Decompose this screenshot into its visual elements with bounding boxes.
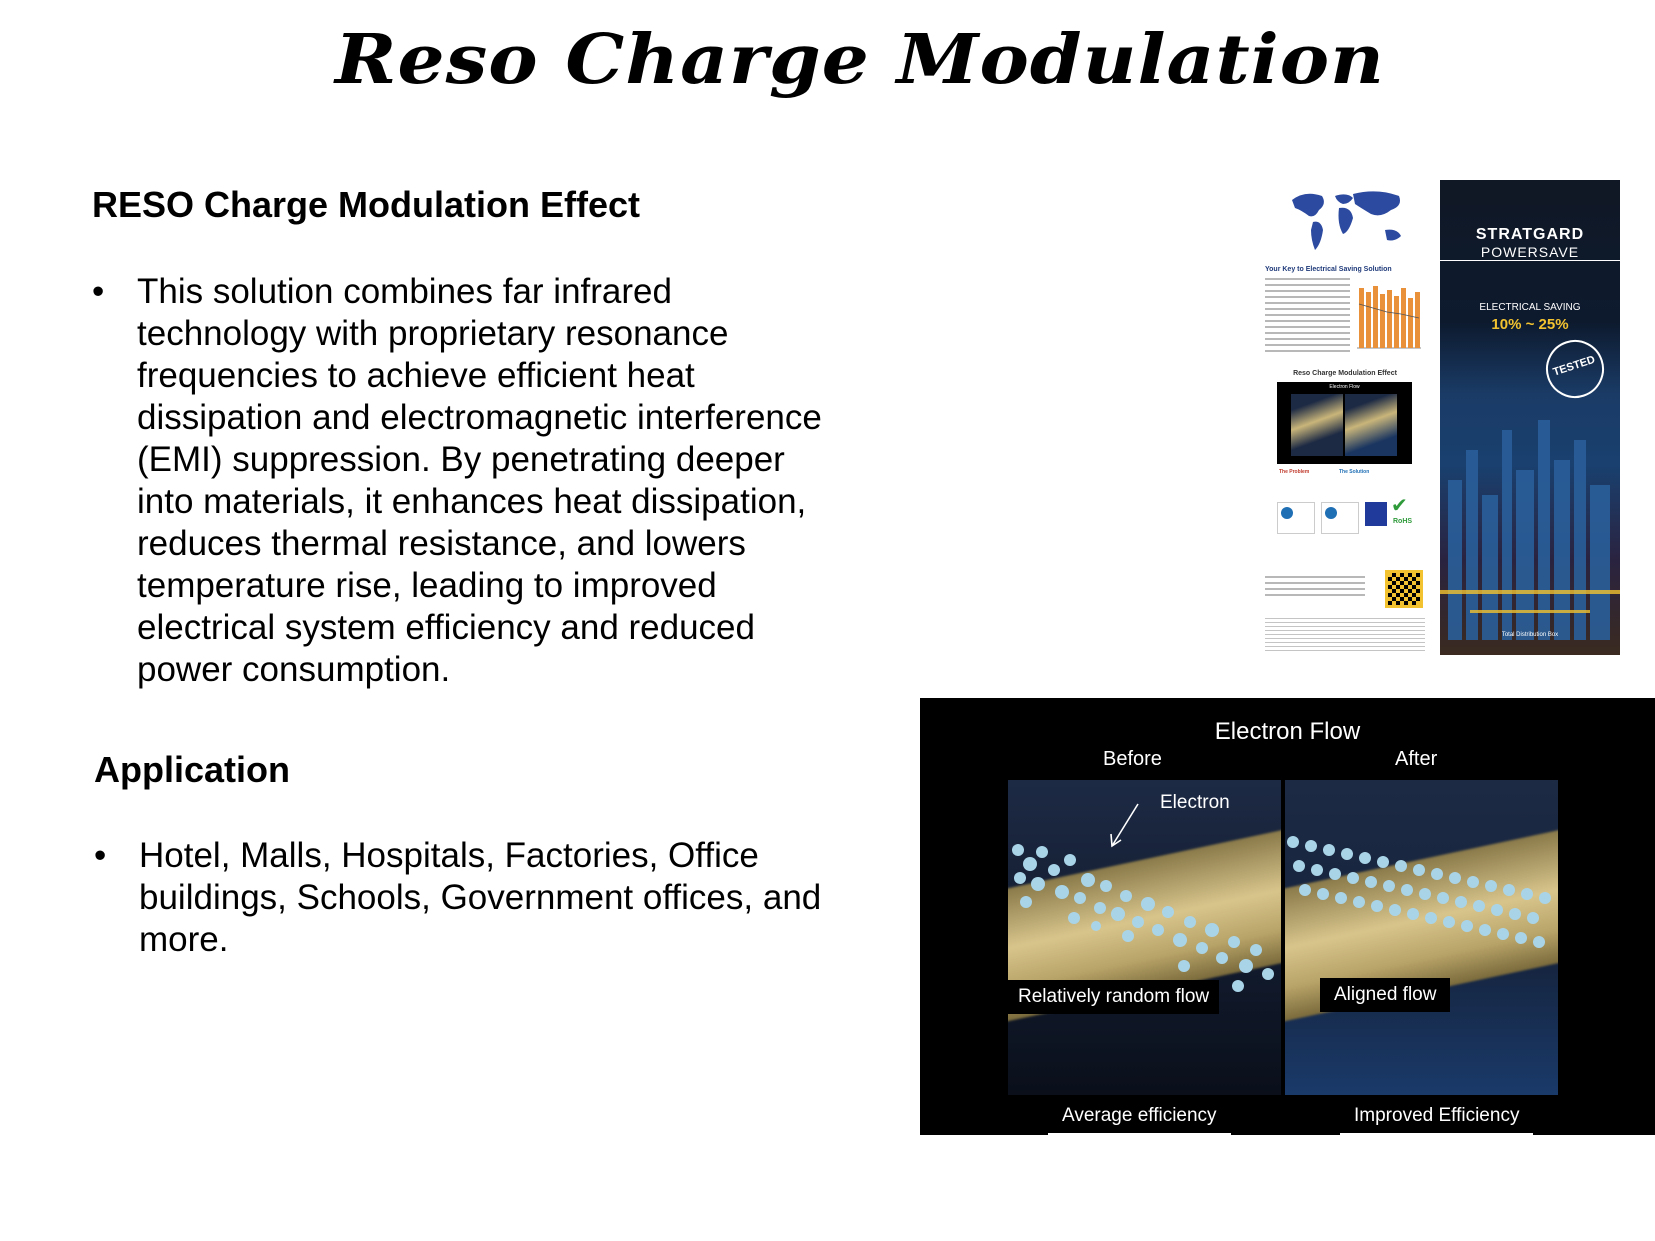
qr-code-icon	[1385, 570, 1423, 608]
page-title: Reso Charge Modulation	[335, 20, 1385, 100]
brand-line-2: POWERSAVE	[1440, 244, 1620, 261]
certificate-seal-icon	[1281, 507, 1293, 519]
brochure-solution-label: The Solution	[1339, 469, 1370, 475]
after-electrons	[1285, 780, 1558, 1095]
application-bullet-text	[139, 835, 821, 961]
tested-stamp	[1538, 332, 1611, 405]
effect-line: power consumption.	[137, 650, 451, 689]
effect-line: technology with proprietary resonance	[137, 314, 729, 353]
brochure-bar-chart	[1353, 274, 1423, 354]
electron-flow-panel	[920, 698, 1655, 1135]
effect-bullet-text	[137, 271, 822, 691]
application-heading: Application	[94, 749, 290, 790]
saving-label: ELECTRICAL SAVING	[1479, 302, 1581, 313]
bullet-dot: •	[92, 272, 105, 311]
brochure-flow-thumbnail	[1277, 382, 1412, 464]
brochure-flow-title: Electron Flow	[1329, 384, 1360, 390]
brochure-left-page	[1265, 180, 1425, 655]
after-efficiency-label: Improved Efficiency	[1340, 1101, 1533, 1135]
effect-line: electrical system efficiency and reduced	[137, 608, 755, 647]
brochure-flow-before	[1291, 394, 1343, 456]
tested-stamp-text: TESTED	[1551, 353, 1597, 379]
brochure-flow-after	[1345, 394, 1397, 456]
brochure-right-page	[1440, 180, 1620, 655]
saving-range: 10% ~ 25%	[1491, 316, 1569, 333]
application-line: more.	[139, 920, 229, 959]
brand-line-1: STRATGARD	[1475, 226, 1585, 243]
brochure-left-subheading: Reso Charge Modulation Effect	[1293, 370, 1397, 377]
effect-bullet	[92, 271, 912, 691]
rohs-label: RoHS	[1393, 518, 1413, 525]
effect-line: (EMI) suppression. By penetrating deeper	[137, 440, 785, 479]
before-wire-image	[1008, 780, 1281, 1095]
after-label: After	[1395, 748, 1438, 770]
effect-line: temperature rise, leading to improved	[137, 566, 717, 605]
after-flow-label: Aligned flow	[1320, 978, 1450, 1012]
effect-line: frequencies to achieve efficient heat	[137, 356, 695, 395]
before-flow-label: Relatively random flow	[1008, 980, 1219, 1014]
brochure-image	[1265, 180, 1620, 655]
brochure-left-heading: Your Key to Electrical Saving Solution	[1265, 266, 1392, 273]
effect-line: into materials, it enhances heat dissipation,	[137, 482, 807, 521]
certificate-badge	[1277, 502, 1315, 534]
after-wire-image	[1285, 780, 1558, 1095]
brochure-footer: Total Distribution Box	[1501, 632, 1559, 638]
brochure-text-block	[1265, 278, 1350, 352]
city-skyline	[1440, 400, 1620, 640]
brochure-contact-block	[1265, 576, 1365, 598]
brochure-problem-label: The Problem	[1279, 469, 1310, 475]
before-electrons	[1008, 780, 1281, 1095]
before-label: Before	[1103, 748, 1162, 770]
eu-flag-icon	[1365, 502, 1387, 526]
electron-flow-title: Electron Flow	[1214, 718, 1361, 745]
application-line: Hotel, Malls, Hospitals, Factories, Office	[139, 836, 759, 875]
before-efficiency-label: Average efficiency	[1048, 1101, 1231, 1135]
effect-line: dissipation and electromagnetic interference	[137, 398, 822, 437]
electron-label: Electron	[1160, 792, 1230, 813]
application-line: buildings, Schools, Government offices, and	[139, 878, 822, 917]
bullet-dot: •	[94, 836, 107, 875]
application-bullet	[94, 835, 914, 965]
effect-heading: RESO Charge Modulation Effect	[92, 184, 641, 225]
qr-code-pattern	[1388, 573, 1420, 605]
effect-line: reduces thermal resistance, and lowers	[137, 524, 746, 563]
checkmark-icon: ✔	[1391, 495, 1408, 517]
world-map-icon	[1287, 188, 1412, 258]
effect-line: This solution combines far infrared	[137, 272, 672, 311]
certificate-seal-icon	[1325, 507, 1337, 519]
certificate-badge	[1321, 502, 1359, 534]
brochure-fine-print	[1265, 618, 1425, 652]
